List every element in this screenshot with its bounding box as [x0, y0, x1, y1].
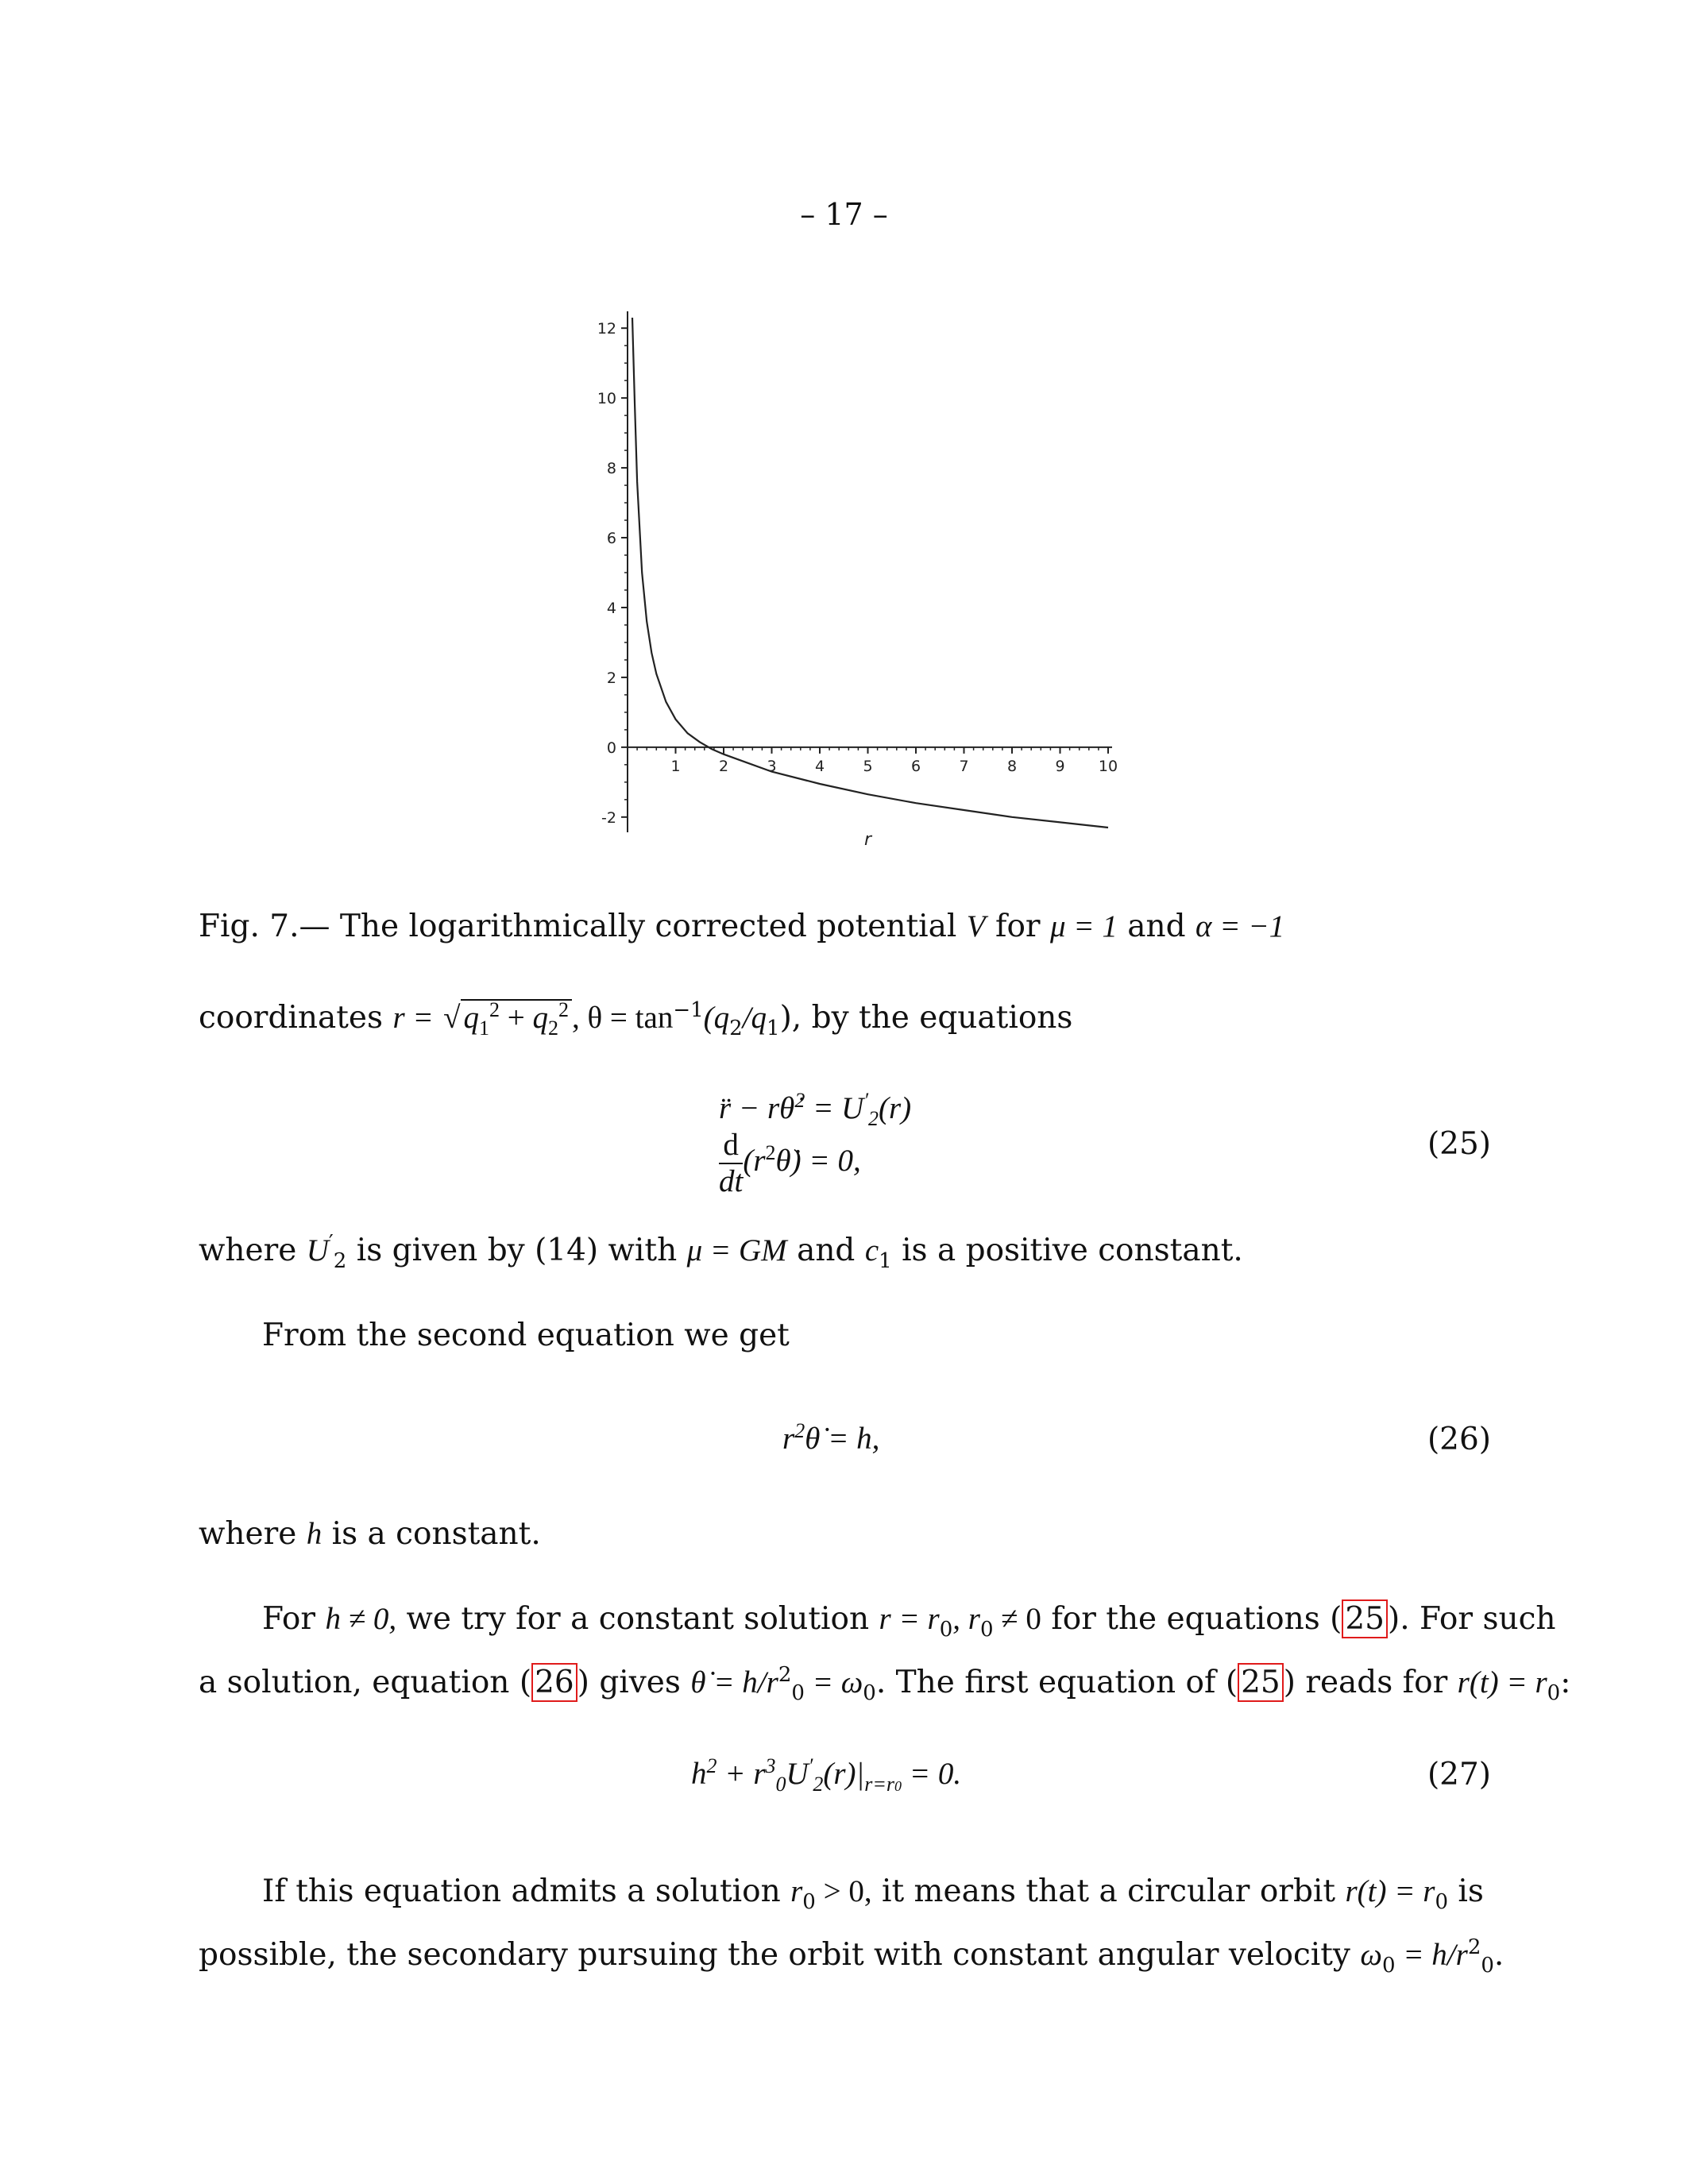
text-given-by: is given by (14) with: [356, 1233, 678, 1268]
y-tick-label-6: 10: [597, 390, 616, 408]
text-is-constant: is a constant.: [331, 1516, 541, 1552]
eq27-r: + r: [717, 1757, 766, 1791]
text-and: and: [797, 1233, 856, 1268]
text-where-h: where: [199, 1516, 297, 1552]
caption-var: V: [966, 909, 986, 943]
math-h-r0: = h/r: [1395, 1938, 1468, 1972]
math-r0: , r: [952, 1602, 980, 1636]
y-tick-label-3: 4: [606, 599, 616, 617]
math-q1: /q: [742, 1001, 767, 1035]
para1-line1: For h ≠ 0, we try for a constant solution $r = r_0$, $r_0 \ne 0$ for the equations ( 25 ). For such: [262, 1601, 1556, 1642]
text-try: we try for a constant solution: [406, 1601, 870, 1637]
sqrt-q2: q: [532, 1001, 548, 1035]
math-r-eq-r0: r = r: [879, 1602, 940, 1636]
eq25-line2-c: θ̇) = 0,: [775, 1143, 861, 1178]
math-theta-dot: θ̇ = h/r: [690, 1665, 778, 1700]
eq25-line2-b: (r: [743, 1143, 766, 1178]
text-for-such: . For such: [1400, 1601, 1556, 1637]
x-tick-label-4: 5: [863, 757, 873, 775]
text-if-admits: If this equation admits a solution: [262, 1873, 781, 1909]
frac-num: d: [719, 1128, 743, 1164]
math-omega: ω: [1360, 1938, 1382, 1972]
eq25-fraction: [719, 1128, 743, 1199]
eq27: $h^2 + r^3_0U'_2(r)|_{r=r0} = 0$.: [691, 1754, 962, 1796]
caption-and: and: [1127, 909, 1186, 944]
eq27-sub: r=r: [864, 1772, 895, 1796]
caption-alpha: α = −1: [1196, 909, 1285, 943]
eq-ref-26[interactable]: 26: [531, 1663, 577, 1702]
text-positive-constant: is a positive constant.: [902, 1233, 1243, 1268]
x-tick-label-7: 8: [1006, 757, 1018, 775]
eq26-rest: θ̇ = h,: [805, 1422, 880, 1456]
eq27-eq0: = 0.: [902, 1757, 962, 1791]
sqrt-q1: q: [463, 1001, 479, 1035]
para1-line2: a solution, equation ( 26 ) gives θ̇ = $h/r^2_0 = \omega_0$. The first equation of ( 25 ) reads for $r(t) = r_0$:: [199, 1663, 1571, 1705]
text-reads-for: reads for: [1305, 1665, 1448, 1700]
text-is: is: [1458, 1873, 1484, 1909]
body-line-coordinates: coordinates r = √ $q_1^2 + q_2^2$ , $\theta = \tan^{-1}(q_2/q_1)$, by the equations: [199, 998, 1073, 1040]
eq25-line1: r̈ − rθ̇$^2$ = $U'_2(r)$: [719, 1089, 912, 1130]
frac-den: dt: [719, 1164, 744, 1198]
math-h-ne-0: h ≠ 0,: [325, 1602, 397, 1636]
math-rt-r0-b: r(t) = r: [1345, 1874, 1435, 1908]
x-tick-label-9: 10: [1098, 757, 1118, 775]
text-gives: gives: [599, 1665, 681, 1700]
eq25-arg: (r): [879, 1091, 912, 1125]
caption-label: Fig. 7.—: [199, 909, 330, 944]
text-for: For: [262, 1601, 316, 1637]
math-r: r =: [392, 1001, 434, 1035]
eq27-arg: (r)|: [823, 1757, 865, 1791]
caption-text: The logarithmically corrected potential: [339, 909, 957, 944]
potential-chart: [572, 294, 1128, 850]
y-tick-label-0: -2: [601, 808, 616, 827]
sqrt-expression: √ $q_1^2 + q_2^2$: [443, 999, 572, 1035]
series-line: [632, 318, 1108, 828]
text-coordinates: coordinates: [199, 1000, 384, 1036]
body-line-where-h: [199, 1515, 541, 1553]
text-a-solution: a solution, equation: [199, 1665, 510, 1700]
text-circular-orbit: it means that a circular orbit: [882, 1873, 1336, 1909]
math-ne-0: ≠ 0: [993, 1602, 1041, 1636]
body-line-where-u2: where $U'_2$ is given by (14) with μ = GM and $c_1$ is a positive constant.: [199, 1231, 1243, 1273]
math-theta: , θ = tan: [572, 1001, 674, 1035]
math-omega0: = ω: [804, 1665, 863, 1700]
eq27-h: h: [691, 1757, 707, 1791]
eq25-eq: = U: [805, 1091, 864, 1125]
eq-ref-25[interactable]: 25: [1342, 1599, 1388, 1638]
math-u2: U: [306, 1233, 329, 1268]
math-h: h: [306, 1517, 323, 1551]
x-tick-label-2: 3: [767, 757, 777, 775]
text-colon: :: [1560, 1665, 1571, 1700]
text-for-equations: for the equations: [1051, 1601, 1320, 1637]
x-tick-label-6: 7: [959, 757, 969, 775]
page-number: – 17 –: [800, 197, 888, 232]
y-tick-label-4: 6: [606, 530, 616, 548]
text-where: where: [199, 1233, 297, 1268]
math-rt-r0: r(t) = r: [1457, 1665, 1547, 1700]
y-tick-label-7: 12: [597, 320, 616, 338]
eq-ref-25-second[interactable]: 25: [1238, 1663, 1284, 1702]
x-tick-label-5: 6: [910, 757, 921, 775]
caption-for: for: [995, 909, 1041, 944]
x-tick-label-0: 1: [670, 757, 681, 775]
eq25-number: (25): [1427, 1126, 1491, 1162]
body-line-from-second: From the second equation we get: [262, 1318, 790, 1353]
eq27-number: (27): [1427, 1757, 1491, 1792]
math-r0-a: r: [790, 1874, 803, 1908]
math-gt-0: > 0,: [815, 1874, 872, 1908]
para2-line2: possible, the secondary pursuing the orbit with constant angular velocity $\omega_0 = h/r^2_0$.: [199, 1935, 1505, 1978]
text-by-equations: ), by the equations: [779, 1000, 1073, 1036]
eq25-lhs: r̈ − rθ̇: [719, 1091, 795, 1125]
caption-mu: μ = 1: [1049, 909, 1118, 943]
math-q2: (q: [703, 1001, 730, 1035]
x-axis-label: r: [863, 830, 872, 850]
eq27-u: U: [786, 1757, 809, 1791]
x-tick-label-3: 4: [814, 757, 825, 775]
y-tick-label-5: 8: [606, 460, 616, 478]
x-tick-label-8: 9: [1055, 757, 1065, 775]
x-tick-label-1: 2: [718, 757, 729, 775]
eq26: $r^2\thetȧ = h$,: [782, 1419, 880, 1456]
eq25-line2: $\frac{d}{dt}$ $(r^2\thetȧ) = 0$,: [719, 1128, 861, 1198]
y-tick-label-1: 0: [606, 739, 616, 757]
text-period: .: [1493, 1937, 1505, 1973]
math-mu-gm: μ = GM: [686, 1233, 787, 1268]
figure-caption: [199, 908, 1284, 946]
text-possible: possible, the secondary pursuing the orbit with constant angular velocity: [199, 1937, 1350, 1973]
text-first-equation: . The first equation of: [875, 1665, 1216, 1700]
eq26-r: r: [782, 1422, 795, 1456]
math-c1: c: [864, 1233, 879, 1268]
y-tick-label-2: 2: [606, 669, 616, 687]
para2-line1: If this equation admits a solution $r_0 > 0$, it means that a circular orbit $r(t) = r_0$ is: [262, 1873, 1484, 1914]
eq26-number: (26): [1427, 1422, 1491, 1457]
